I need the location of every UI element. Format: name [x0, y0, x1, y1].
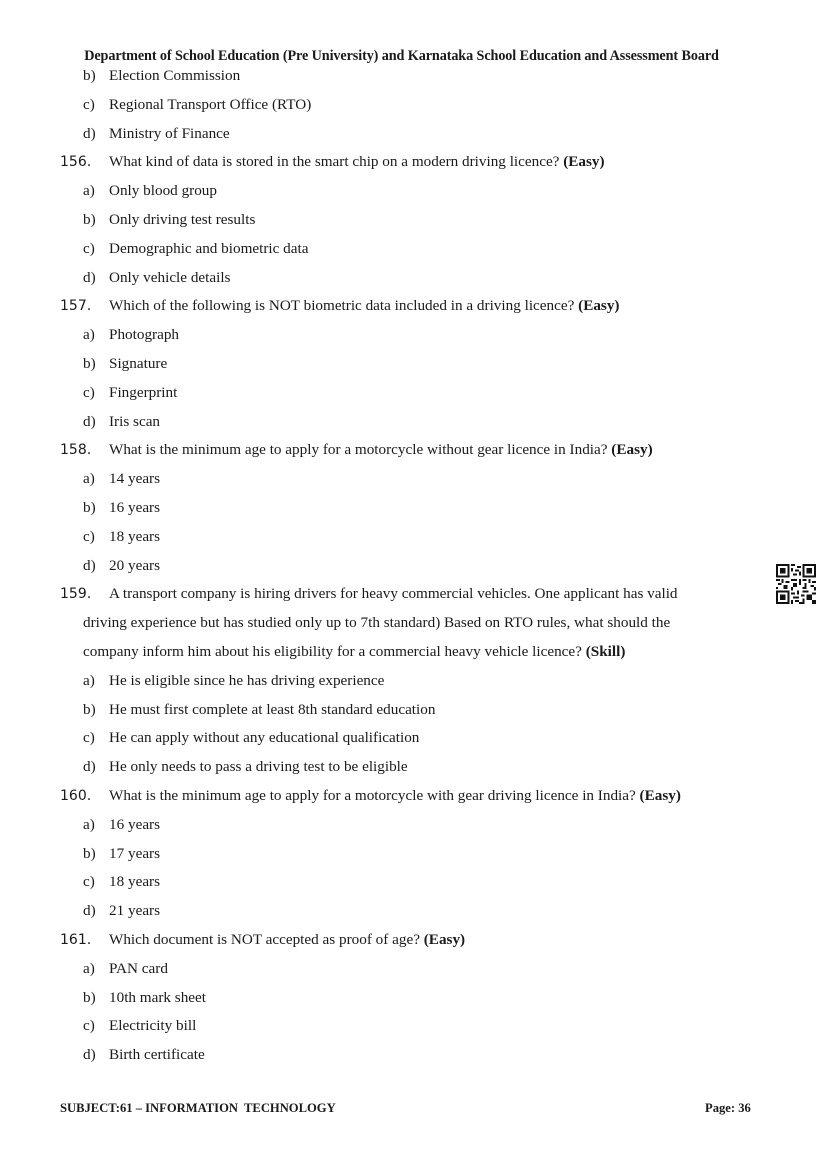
option-item	[0, 62, 827, 91]
option-item	[0, 235, 827, 264]
difficulty-level: (Skill)	[585, 642, 626, 660]
footer-subject: SUBJECT:61 – INFORMATION TECHNOLOGY	[60, 1101, 336, 1115]
option-text: 14 years	[109, 470, 161, 488]
option-item	[0, 264, 827, 293]
option-letter: c)	[83, 1017, 95, 1035]
option-letter: b)	[83, 988, 96, 1006]
option-item	[0, 177, 827, 206]
difficulty-level: (Easy)	[611, 441, 653, 459]
difficulty-level: (Easy)	[563, 153, 605, 171]
option-text: He is eligible since he has driving experience	[109, 671, 385, 689]
option-item	[0, 206, 827, 235]
option-letter: a)	[83, 815, 95, 833]
option-letter: a)	[83, 671, 95, 689]
option-item	[0, 724, 827, 753]
option-item	[0, 494, 827, 523]
option-text: Fingerprint	[109, 383, 178, 401]
option-item	[0, 667, 827, 696]
question-text: What is the minimum age to apply for a motorcycle without gear licence in India?	[109, 441, 608, 459]
option-text: 18 years	[109, 527, 161, 545]
option-text: Regional Transport Office (RTO)	[109, 95, 312, 113]
option-item	[0, 897, 827, 926]
question-number: 156.	[60, 154, 92, 171]
question-text: Which document is NOT accepted as proof of age?	[109, 930, 420, 948]
option-text: 18 years	[109, 873, 161, 891]
question-number: 158.	[60, 442, 92, 459]
option-text: Election Commission	[109, 67, 241, 84]
option-text: Only blood group	[109, 182, 217, 200]
option-text: He only needs to pass a driving test to be eligible	[109, 758, 408, 776]
option-item	[0, 465, 827, 494]
question-list	[0, 62, 827, 1070]
option-item	[0, 552, 827, 581]
option-text: Only driving test results	[109, 210, 256, 228]
option-text: 16 years	[109, 498, 161, 516]
option-letter: a)	[83, 182, 95, 200]
option-letter: c)	[83, 527, 95, 545]
question-text-continued	[0, 638, 827, 667]
option-letter: b)	[83, 844, 96, 862]
question-text: Which of the following is NOT biometric data included in a driving licence?	[109, 297, 575, 315]
option-letter: b)	[83, 498, 96, 516]
question-156	[0, 148, 827, 177]
difficulty-level: (Easy)	[423, 930, 466, 948]
option-letter: a)	[83, 470, 95, 488]
option-text: Signature	[109, 354, 168, 372]
option-letter: a)	[83, 326, 95, 344]
option-letter: d)	[83, 124, 96, 142]
option-letter: b)	[83, 67, 96, 84]
option-item	[0, 955, 827, 984]
option-item	[0, 379, 827, 408]
option-letter: a)	[83, 959, 95, 977]
option-item	[0, 321, 827, 350]
option-letter: c)	[83, 95, 95, 113]
option-text: Only vehicle details	[109, 268, 231, 286]
option-letter: d)	[83, 758, 96, 776]
option-item	[0, 811, 827, 840]
option-item	[0, 696, 827, 725]
qr-code-icon	[776, 564, 816, 604]
question-text-continued: driving experience but has studied only up to 7th standard) Based on RTO rules, what should the	[83, 614, 671, 632]
option-letter: d)	[83, 556, 96, 574]
option-text: Photograph	[109, 326, 180, 344]
question-157	[0, 292, 827, 321]
option-item	[0, 350, 827, 379]
option-text: Iris scan	[109, 412, 161, 430]
question-number: 157.	[60, 298, 92, 315]
option-item	[0, 523, 827, 552]
option-text: PAN card	[109, 959, 168, 977]
option-text: 17 years	[109, 844, 161, 862]
option-letter: d)	[83, 1046, 96, 1064]
option-text: Electricity bill	[109, 1017, 197, 1035]
option-text: He must first complete at least 8th standard education	[109, 700, 436, 718]
option-item	[0, 1012, 827, 1041]
option-letter: c)	[83, 873, 95, 891]
option-text: 20 years	[109, 556, 161, 574]
option-letter: d)	[83, 412, 96, 430]
option-text: He can apply without any educational qualification	[109, 729, 420, 747]
option-letter: b)	[83, 210, 96, 228]
option-item	[0, 840, 827, 869]
option-text: 10th mark sheet	[109, 988, 207, 1006]
option-item	[0, 753, 827, 782]
option-text: Birth certificate	[109, 1046, 205, 1064]
option-text: 16 years	[109, 815, 161, 833]
question-text: company inform him about his eligibility for a commercial heavy vehicle licence?	[83, 642, 582, 660]
option-item	[0, 868, 827, 897]
option-item	[0, 91, 827, 120]
question-text: What kind of data is stored in the smart chip on a modern driving licence?	[109, 153, 560, 171]
page-header: Department of School Education (Pre University) and Karnataka School Education and Assessment Board	[84, 48, 719, 64]
footer-page-number: Page: 36	[705, 1101, 751, 1115]
option-text: 21 years	[109, 902, 161, 920]
question-161	[0, 926, 827, 955]
option-letter: d)	[83, 902, 96, 920]
option-item	[0, 1041, 827, 1070]
question-text: A transport company is hiring drivers for heavy commercial vehicles. One applicant has valid	[109, 585, 678, 603]
question-158	[0, 436, 827, 465]
option-item	[0, 984, 827, 1013]
question-number: 161.	[60, 931, 92, 948]
question-number: 159.	[60, 586, 92, 603]
option-letter: d)	[83, 268, 96, 286]
option-item	[0, 408, 827, 437]
difficulty-level: (Easy)	[639, 786, 681, 804]
difficulty-level: (Easy)	[578, 297, 620, 315]
option-letter: c)	[83, 729, 95, 747]
option-letter: c)	[83, 383, 95, 401]
option-letter: c)	[83, 239, 95, 257]
question-number: 160.	[60, 787, 92, 804]
option-letter: b)	[83, 354, 96, 372]
option-item	[0, 120, 827, 149]
question-160	[0, 782, 827, 811]
question-159	[0, 580, 827, 609]
option-text: Ministry of Finance	[109, 124, 230, 142]
option-letter: b)	[83, 700, 96, 718]
question-text: What is the minimum age to apply for a motorcycle with gear driving licence in India?	[109, 786, 636, 804]
option-text: Demographic and biometric data	[109, 239, 309, 257]
